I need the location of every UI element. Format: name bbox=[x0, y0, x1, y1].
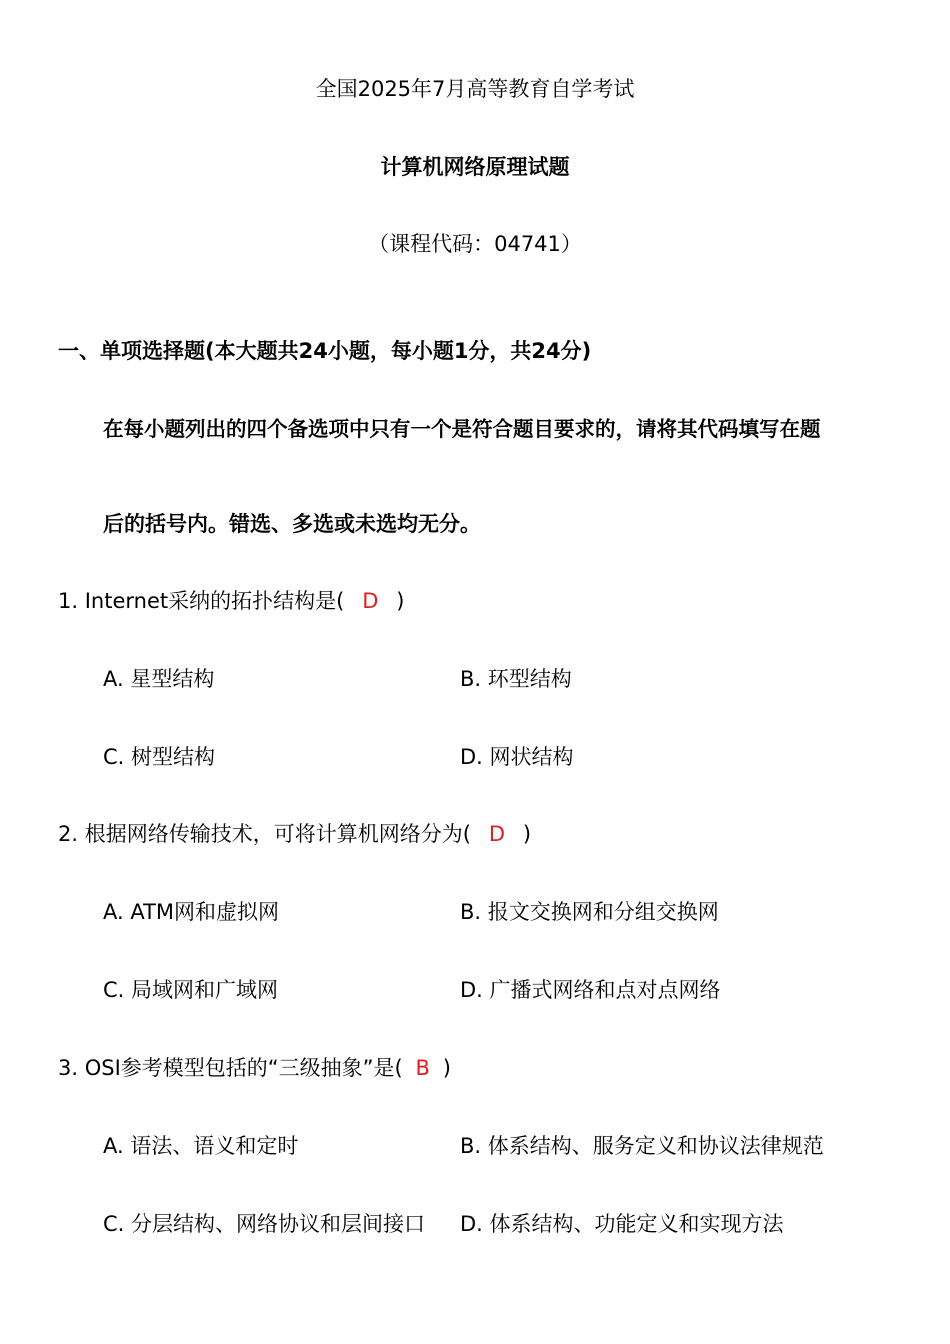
question-2-option-b: B. 报文交换网和分组交换网 bbox=[460, 900, 719, 924]
question-3-option-a: A. 语法、语义和定时 bbox=[103, 1134, 299, 1158]
question-1-option-c: C. 树型结构 bbox=[103, 745, 216, 769]
question-1-option-b: B. 环型结构 bbox=[460, 667, 572, 691]
answer-mark: D bbox=[488, 822, 505, 846]
instruction-line-2: 后的括号内。错选、多选或未选均无分。 bbox=[103, 512, 481, 536]
question-1-stem bbox=[58, 586, 405, 616]
question-stem-text: 1. Internet采纳的拓扑结构是( bbox=[58, 589, 345, 613]
question-stem-text: 2. 根据网络传输技术，可将计算机网络分为( bbox=[58, 822, 471, 846]
question-2-option-a: A. ATM网和虚拟网 bbox=[103, 900, 280, 924]
section-heading: 一、单项选择题(本大题共24小题，每小题1分，共24分) bbox=[58, 339, 592, 363]
question-stem-close: ) bbox=[442, 1056, 451, 1080]
question-stem-close: ) bbox=[522, 822, 532, 846]
instruction-line-1: 在每小题列出的四个备选项中只有一个是符合题目要求的，请将其代码填写在题 bbox=[103, 417, 821, 441]
question-2-stem bbox=[58, 819, 531, 849]
question-1-option-d: D. 网状结构 bbox=[460, 745, 574, 769]
exam-title: 全国2025年7月高等教育自学考试 bbox=[315, 77, 635, 101]
question-2-option-c: C. 局域网和广域网 bbox=[103, 978, 279, 1002]
subject-title: 计算机网络原理试题 bbox=[380, 155, 570, 179]
question-3-option-d: D. 体系结构、功能定义和实现方法 bbox=[460, 1212, 784, 1236]
question-2-option-d: D. 广播式网络和点对点网络 bbox=[460, 978, 721, 1002]
question-stem-text: 3. OSI参考模型包括的“三级抽象”是( bbox=[58, 1056, 403, 1080]
question-stem-close: ) bbox=[396, 589, 405, 613]
question-3-stem bbox=[58, 1053, 451, 1083]
answer-mark: B bbox=[415, 1056, 430, 1080]
question-1-option-a: A. 星型结构 bbox=[103, 667, 215, 691]
answer-mark: D bbox=[362, 589, 379, 613]
question-3-option-b: B. 体系结构、服务定义和协议法律规范 bbox=[460, 1134, 824, 1158]
course-code: （课程代码：04741） bbox=[368, 232, 582, 256]
question-3-option-c: C. 分层结构、网络协议和层间接口 bbox=[103, 1212, 426, 1236]
